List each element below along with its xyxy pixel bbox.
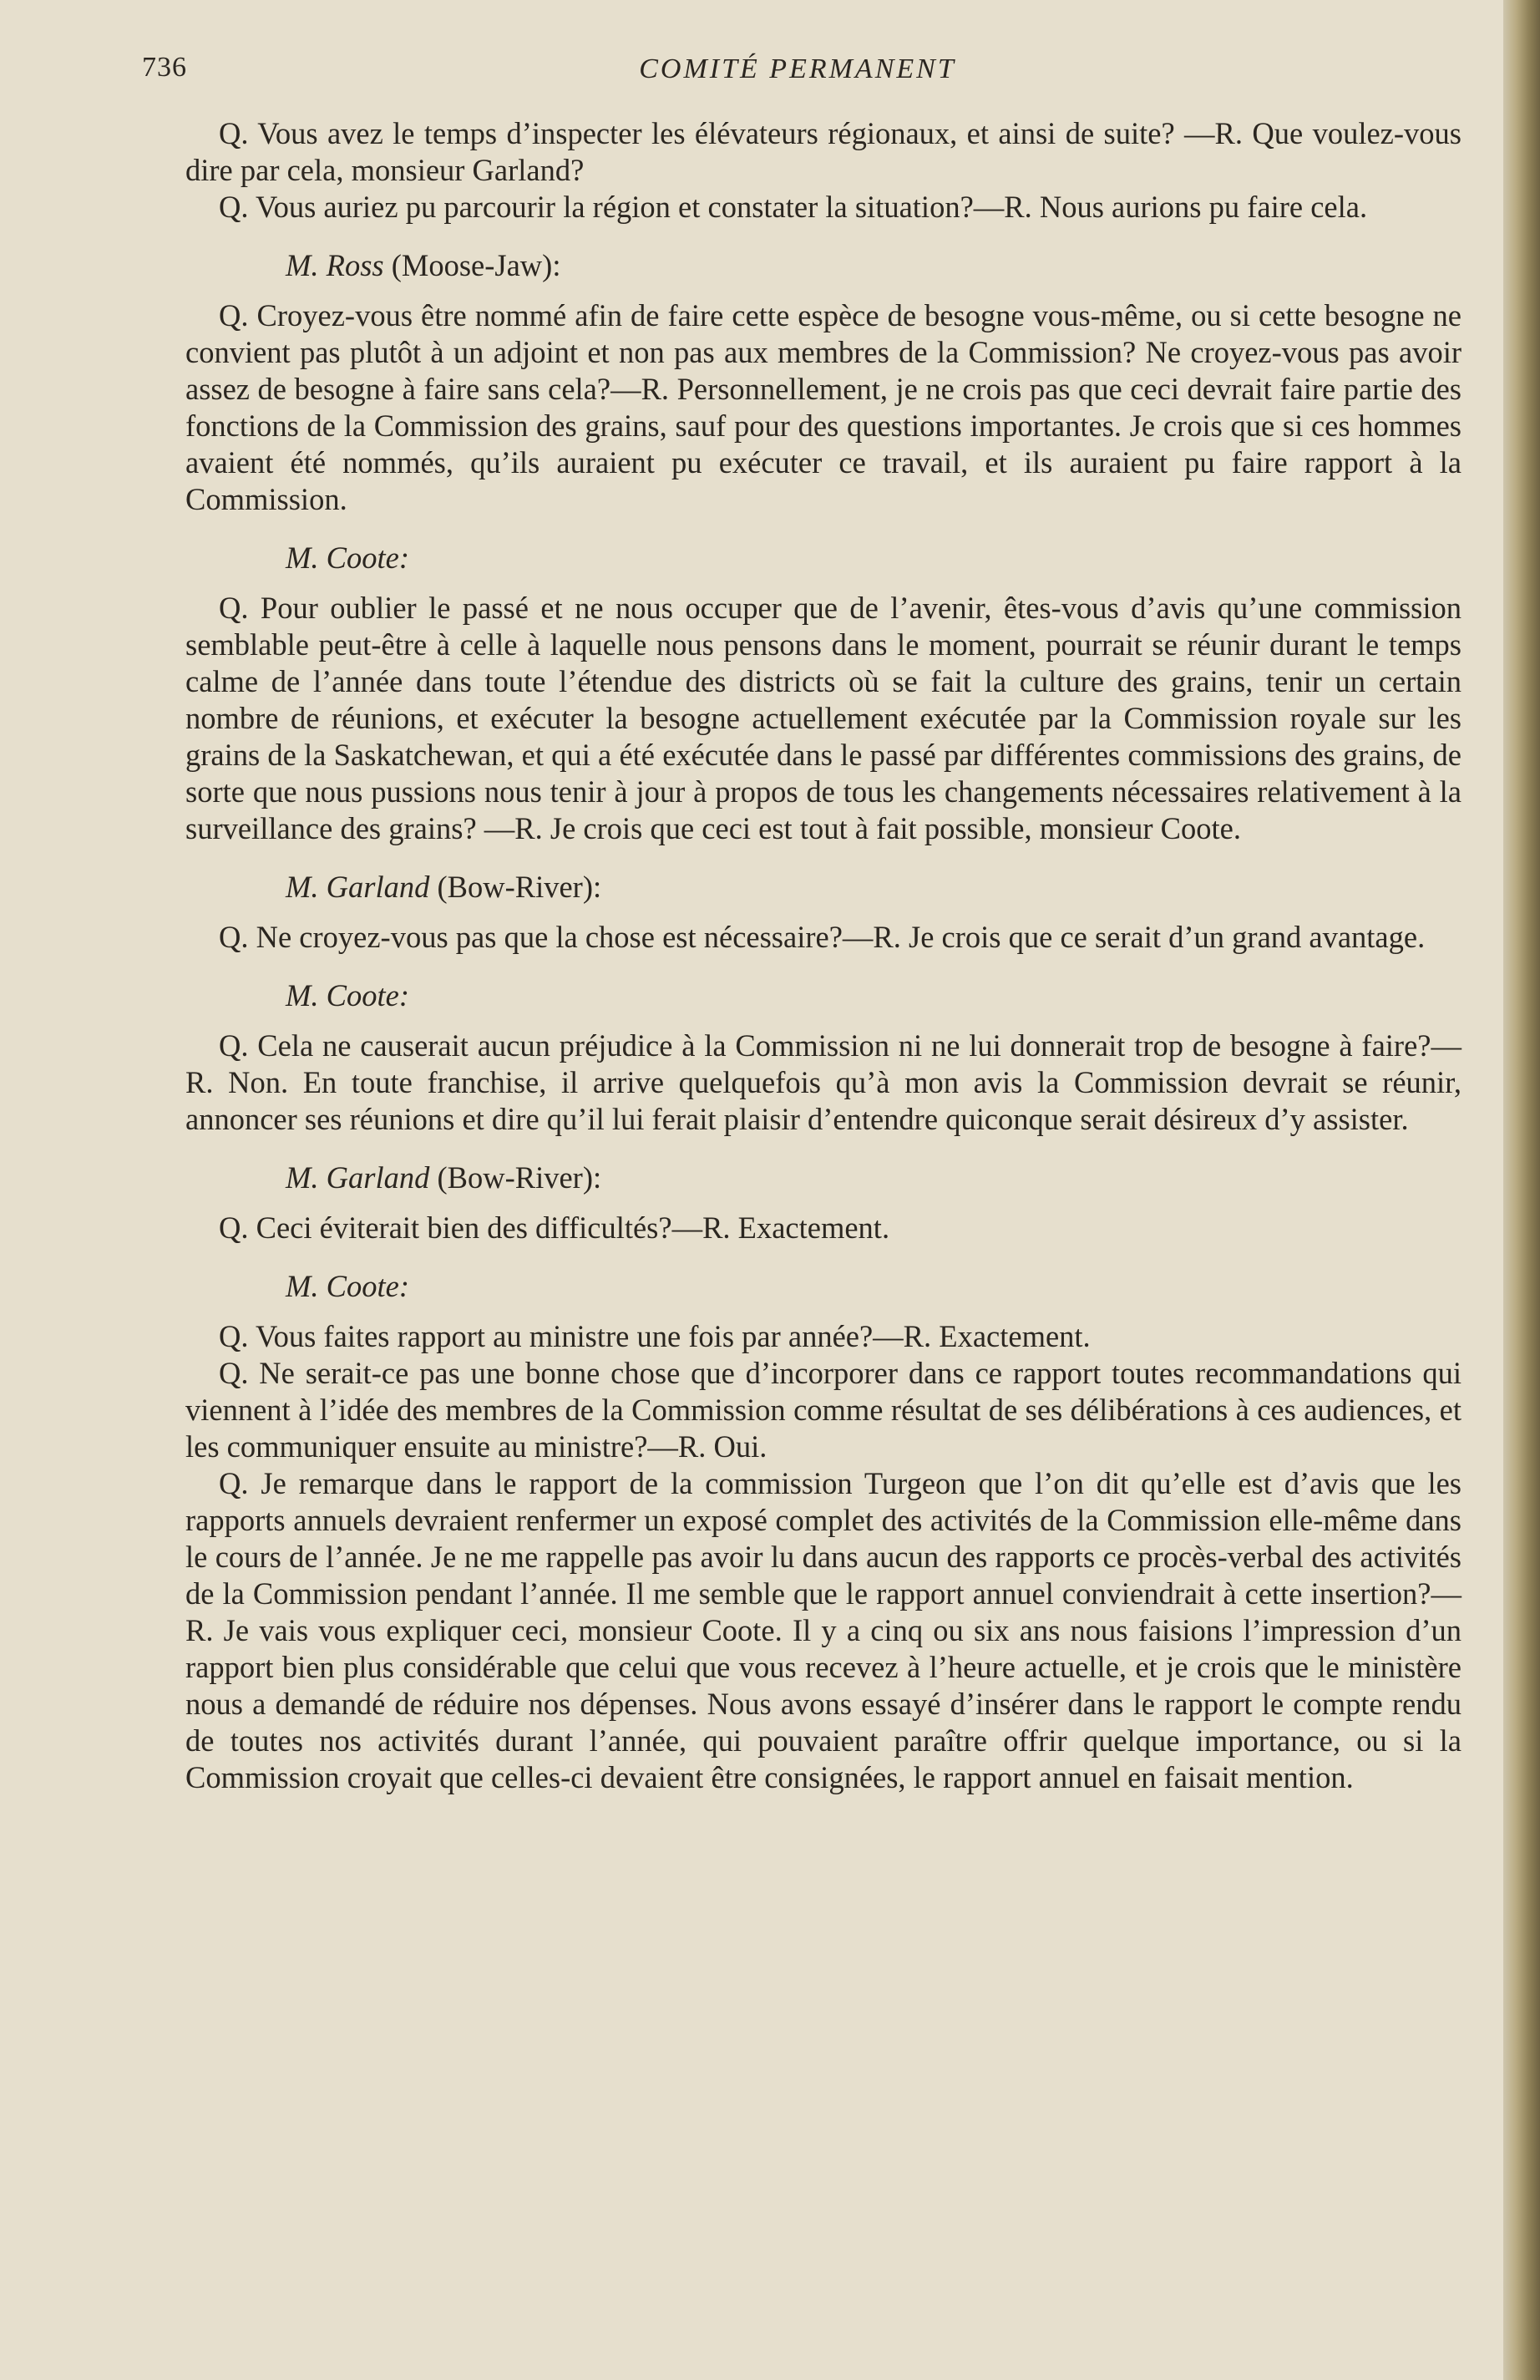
- speaker-name: M. Garland: [286, 1160, 430, 1195]
- speaker-riding: (Bow-River):: [437, 1160, 602, 1195]
- question-answer-paragraph: Q. Cela ne causerait aucun préjudice à la Commission ni ne lui donnerait trop de besogne à faire?—R. Non. En toute franchise, il arrive quelquefois qu’à mon avis la Commission devrait se réunir, annoncer ses réunions et dire qu’il lui ferait plaisir d’entendre quiconque serait désireux d’y assister.: [185, 1028, 1461, 1136]
- page-header: [142, 52, 1453, 94]
- question-answer-paragraph: Q. Vous avez le temps d’inspecter les élévateurs régionaux, et ainsi de suite? —R. Que voulez-vous dire par cela, monsieur Garland?: [185, 116, 1461, 187]
- speaker-heading: [286, 869, 1461, 906]
- document-body: [185, 115, 1461, 1796]
- speaker-heading: [286, 247, 1461, 284]
- speaker-heading: [286, 1160, 1461, 1196]
- question-answer-paragraph: Q. Ne serait-ce pas une bonne chose que d’incorporer dans ce rapport toutes recommandations qui viennent à l’idée des membres de la Commission comme résultat de ses délibérations à ces audiences, et les communiquer ensuite au ministre?—R. Oui.: [185, 1356, 1461, 1464]
- question-answer-paragraph: Q. Croyez-vous être nommé afin de faire cette espèce de besogne vous-même, ou si cette besogne ne convient pas plutôt à un adjoint et non pas aux membres de la Commission? Ne croyez-vous pas avoir assez de besogne à faire sans cela?—R. Personnellement, je ne crois pas que ceci devrait faire partie des fonctions de la Commission des grains, sauf pour des questions importantes. Je crois que si ces hommes avaient été nommés, qu’ils auraient pu exécuter ce travail, et ils auraient pu faire rapport à la Commission.: [185, 298, 1461, 516]
- question-answer-paragraph: Q. Ne croyez-vous pas que la chose est nécessaire?—R. Je crois que ce serait d’un grand avantage.: [219, 920, 1426, 954]
- speaker-heading: [286, 1268, 1461, 1305]
- book-binding-edge: [1503, 0, 1540, 2380]
- question-answer-paragraph: Q. Vous auriez pu parcourir la région et constater la situation?—R. Nous aurions pu faire cela.: [219, 190, 1368, 224]
- running-title: COMITÉ PERMANENT: [639, 53, 956, 84]
- speaker-riding: (Bow-River):: [437, 870, 602, 904]
- speaker-riding: (Moose-Jaw):: [391, 248, 561, 282]
- question-answer-paragraph: Q. Vous faites rapport au ministre une fois par année?—R. Exactement.: [219, 1319, 1091, 1353]
- speaker-name: M. Coote:: [286, 1269, 409, 1303]
- speaker-heading: [286, 977, 1461, 1014]
- speaker-name: M. Garland: [286, 870, 430, 904]
- question-answer-paragraph: Q. Pour oublier le passé et ne nous occuper que de l’avenir, êtes-vous d’avis qu’une commission semblable peut-être à celle à laquelle nous pensons dans le moment, pourrait se réunir durant le temps calme de l’année dans toute l’étendue des districts où se fait la culture des grains, tenir un certain nombre de réunions, et exécuter la besogne actuellement exécutée par la Commission royale sur les grains de la Saskatchewan, et qui a été exécutée dans le passé par différentes commissions des grains, de sorte que nous pussions nous tenir à jour à propos de tous les changements nécessaires relativement à la surveillance des grains? —R. Je crois que ceci est tout à fait possible, monsieur Coote.: [185, 591, 1461, 845]
- speaker-name: M. Ross: [286, 248, 384, 282]
- speaker-name: M. Coote:: [286, 978, 409, 1012]
- page-number: 736: [142, 52, 187, 83]
- question-answer-paragraph: Q. Je remarque dans le rapport de la commission Turgeon que l’on dit qu’elle est d’avis que les rapports annuels devraient renfermer un exposé complet des activités de la Commission elle-même dans le cours de l’année. Je ne me rappelle pas avoir lu dans aucun des rapports ce procès-verbal des activités de la Commission pendant l’année. Il me semble que le rapport annuel conviendrait à cette insertion?—R. Je vais vous expliquer ceci, monsieur Coote. Il y a cinq ou six ans nous faisions l’impression d’un rapport bien plus considérable que celui que vous recevez à l’heure actuelle, et je crois que le ministère nous a demandé de réduire nos dépenses. Nous avons essayé d’insérer dans le rapport le compte rendu de toutes nos activités durant l’année, qui pouvaient paraître offrir quelque importance, ou si la Commission croyait que celles-ci devaient être consignées, le rapport annuel en faisait mention.: [185, 1466, 1461, 1794]
- speaker-heading: [286, 540, 1461, 576]
- speaker-name: M. Coote:: [286, 540, 409, 575]
- question-answer-paragraph: Q. Ceci éviterait bien des difficultés?—R. Exactement.: [219, 1210, 890, 1245]
